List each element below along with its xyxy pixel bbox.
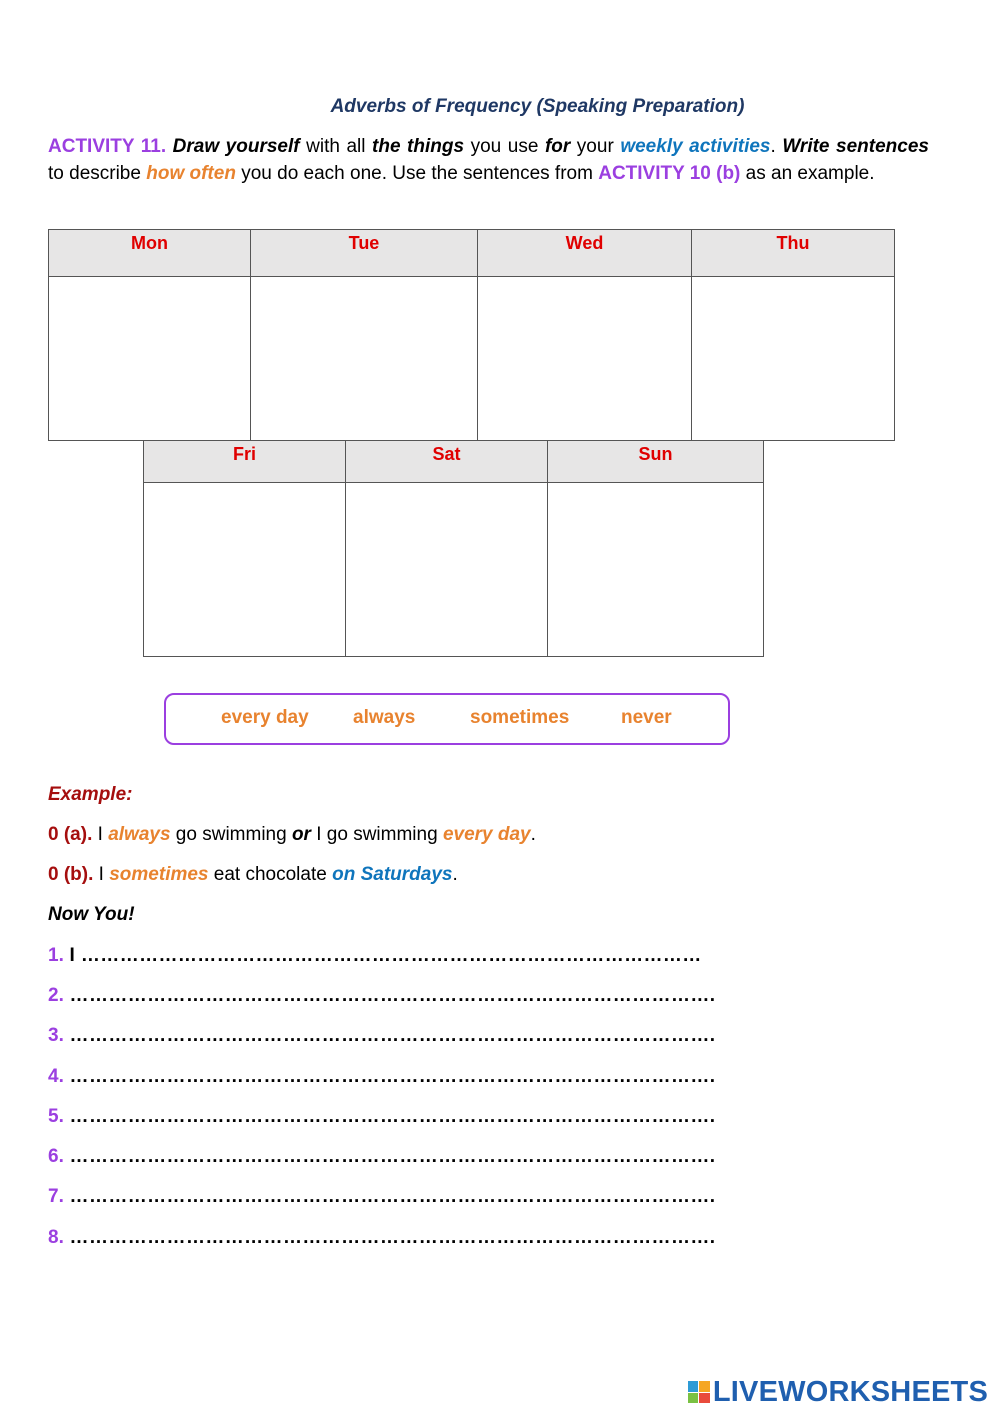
instr-text: to describe [48,163,147,184]
instr-text: . [770,136,783,157]
instr-text: your [570,136,621,157]
instr-text: as an example. [740,163,875,184]
logo-square [688,1381,699,1392]
days-table-bottom [143,440,764,657]
word-bank [164,693,730,745]
word-bank-item: never [621,707,672,728]
example-text: . [452,864,458,885]
day-header-sun: Sun [548,441,764,483]
drawing-box-mon[interactable] [49,277,251,441]
drawing-box-wed[interactable] [478,277,692,441]
logo-square [688,1393,699,1404]
word-bank-item: always [353,707,416,728]
example-a [48,824,536,846]
logo-text: LIVEWORKSHEETS [712,1375,988,1408]
answer-dots: ………………………………………………………………………………………. [63,1227,716,1248]
logo-icon [688,1381,710,1403]
example-label: 0 (b). [48,864,94,885]
answer-dots: ………………………………………………………………………………………. [63,1106,716,1127]
example-text: eat chocolate [208,864,333,885]
instr-text: with all [299,136,373,157]
day-header-mon: Mon [49,230,251,277]
line-number: 8. [48,1227,64,1248]
answer-dots: I …………………………………………………………………………………… [63,945,702,966]
example-text: on Saturdays [332,864,453,885]
line-number: 3. [48,1025,64,1046]
answer-line-1[interactable] [48,945,702,967]
answer-line-7[interactable] [48,1186,715,1208]
drawing-box-sat[interactable] [346,483,548,657]
example-text: or [291,824,311,845]
answer-line-3[interactable] [48,1025,715,1047]
example-b [48,864,458,886]
drawing-box-thu[interactable] [692,277,895,441]
answer-dots: ………………………………………………………………………………………. [63,1146,716,1167]
instr-text: Write sentences [782,136,929,157]
logo-square [699,1393,710,1404]
example-text: every day [442,824,531,845]
day-header-tue: Tue [251,230,478,277]
line-number: 7. [48,1186,64,1207]
now-you-heading: Now You! [48,904,135,925]
day-header-thu: Thu [692,230,895,277]
line-number: 1. [48,945,64,966]
line-number: 6. [48,1146,64,1167]
answer-dots: ………………………………………………………………………………………. [63,1025,716,1046]
instructions [48,133,929,187]
answer-line-2[interactable] [48,985,715,1007]
answer-line-6[interactable] [48,1146,715,1168]
example-text: always [108,824,171,845]
example-text: I [92,824,109,845]
instr-text: you use [464,136,545,157]
word-bank-item: sometimes [470,707,570,728]
logo-square [699,1381,710,1392]
instr-text: weekly activities [620,136,771,157]
example-text: sometimes [109,864,209,885]
instr-text: you do each one. Use the sentences from [235,163,599,184]
instr-text: how often [146,163,236,184]
drawing-box-sun[interactable] [548,483,764,657]
drawing-box-tue[interactable] [251,277,478,441]
answer-dots: ………………………………………………………………………………………. [63,1186,716,1207]
answer-line-4[interactable] [48,1066,715,1088]
day-header-wed: Wed [478,230,692,277]
example-heading: Example: [48,784,133,805]
answer-dots: ………………………………………………………………………………………. [63,985,716,1006]
answer-line-5[interactable] [48,1106,715,1128]
example-text: . [530,824,536,845]
answer-line-8[interactable] [48,1227,715,1249]
drawing-box-fri[interactable] [144,483,346,657]
activity-label: ACTIVITY 11. [48,136,167,157]
liveworksheets-logo [688,1376,988,1408]
instr-text: Draw yourself [172,136,300,157]
days-table-top [48,229,895,441]
instr-text: the things [372,136,465,157]
page-title: Adverbs of Frequency (Speaking Preparation) [330,96,745,117]
line-number: 2. [48,985,64,1006]
day-header-sat: Sat [346,441,548,483]
example-label: 0 (a). [48,824,93,845]
instr-text: for [544,136,571,157]
example-text: I go swimming [310,824,443,845]
example-text: go swimming [170,824,292,845]
example-text: I [93,864,110,885]
line-number: 5. [48,1106,64,1127]
answer-dots: ………………………………………………………………………………………. [63,1066,716,1087]
instr-text: ACTIVITY 10 (b) [598,163,741,184]
word-bank-item: every day [221,707,309,728]
day-header-fri: Fri [144,441,346,483]
line-number: 4. [48,1066,64,1087]
